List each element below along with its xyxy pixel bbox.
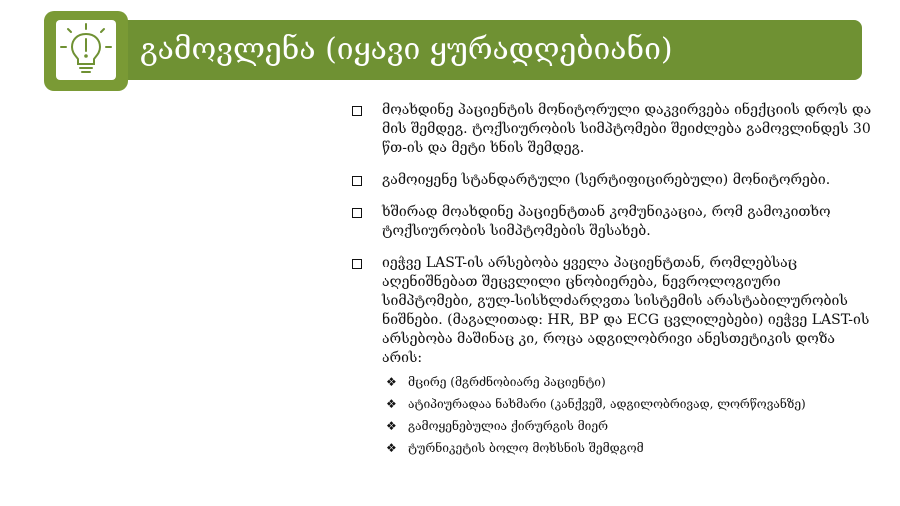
sub-bullet-item [382,396,872,412]
diamond-bullet-icon: ❖ [386,397,397,411]
sub-bullet-list [382,374,872,456]
bullet-text-1: მოახდინე პაციენტის მონიტორული დაკვირვება ინექციის დროს და მის შემდეგ. ტოქსიურობის სიმპტომები შეიძლება გამოვლინდეს 30 წთ-ის და მეტი ხნის შემდეგ. [382,102,872,156]
bullet-item-1 [352,101,872,158]
bullet-item-2 [352,171,872,190]
page-title: გამოვლენა (იყავი ყურადღებიანი) [140,32,673,67]
diamond-bullet-icon: ❖ [386,375,397,389]
content-list [352,101,872,469]
lightbulb-alert-icon [56,20,116,80]
square-bullet-icon [352,176,362,186]
sub-bullet-item [382,418,872,434]
sub-bullet-text: ატიპიურადაა ნახმარი (კანქვეშ, ადგილობრივად, ლორწოვანზე) [408,397,806,411]
sub-bullet-item [382,374,872,390]
sub-bullet-text: მცირე (მგრძნობიარე პაციენტი) [408,375,606,389]
bullet-item-3 [352,203,872,241]
diamond-bullet-icon: ❖ [386,419,397,433]
sub-bullet-text: ტურნიკეტის ბოლო მოხსნის შემდგომ [408,441,644,455]
square-bullet-icon [352,259,362,269]
square-bullet-icon [352,208,362,218]
bullet-text-3: ხშირად მოახდინე პაციენტთან კომუნიკაცია, რომ გამოკითხო ტოქსიურობის სიმპტომების შესახებ. [382,204,831,239]
sub-bullet-text: გამოყენებულია ქირურგის მიერ [408,419,608,433]
bullet-text-4: იეჭვე LAST-ის არსებობა ყველა პაციენტთან, რომლებსაც აღენიშნებათ შეცვლილი ცნობიერება, ნევროლოგიური სიმპტომები, გულ-სისხლძარღვთა სისტემის არასტაბილურობის ნიშნები. (მაგალითად: HR, BP და ECG ცვლილებები) იეჭვე LAST-ის არსებობა მაშინაც კი, როცა ადგილობრივი ანესთეტიკის დოზა არის: [382,255,870,366]
sub-bullet-item [382,440,872,456]
diamond-bullet-icon: ❖ [386,441,397,455]
bullet-text-2: გამოიყენე სტანდარტული (სერტიფიცირებული) მონიტორები. [382,172,831,188]
bullet-item-4 [352,254,872,456]
square-bullet-icon [352,106,362,116]
